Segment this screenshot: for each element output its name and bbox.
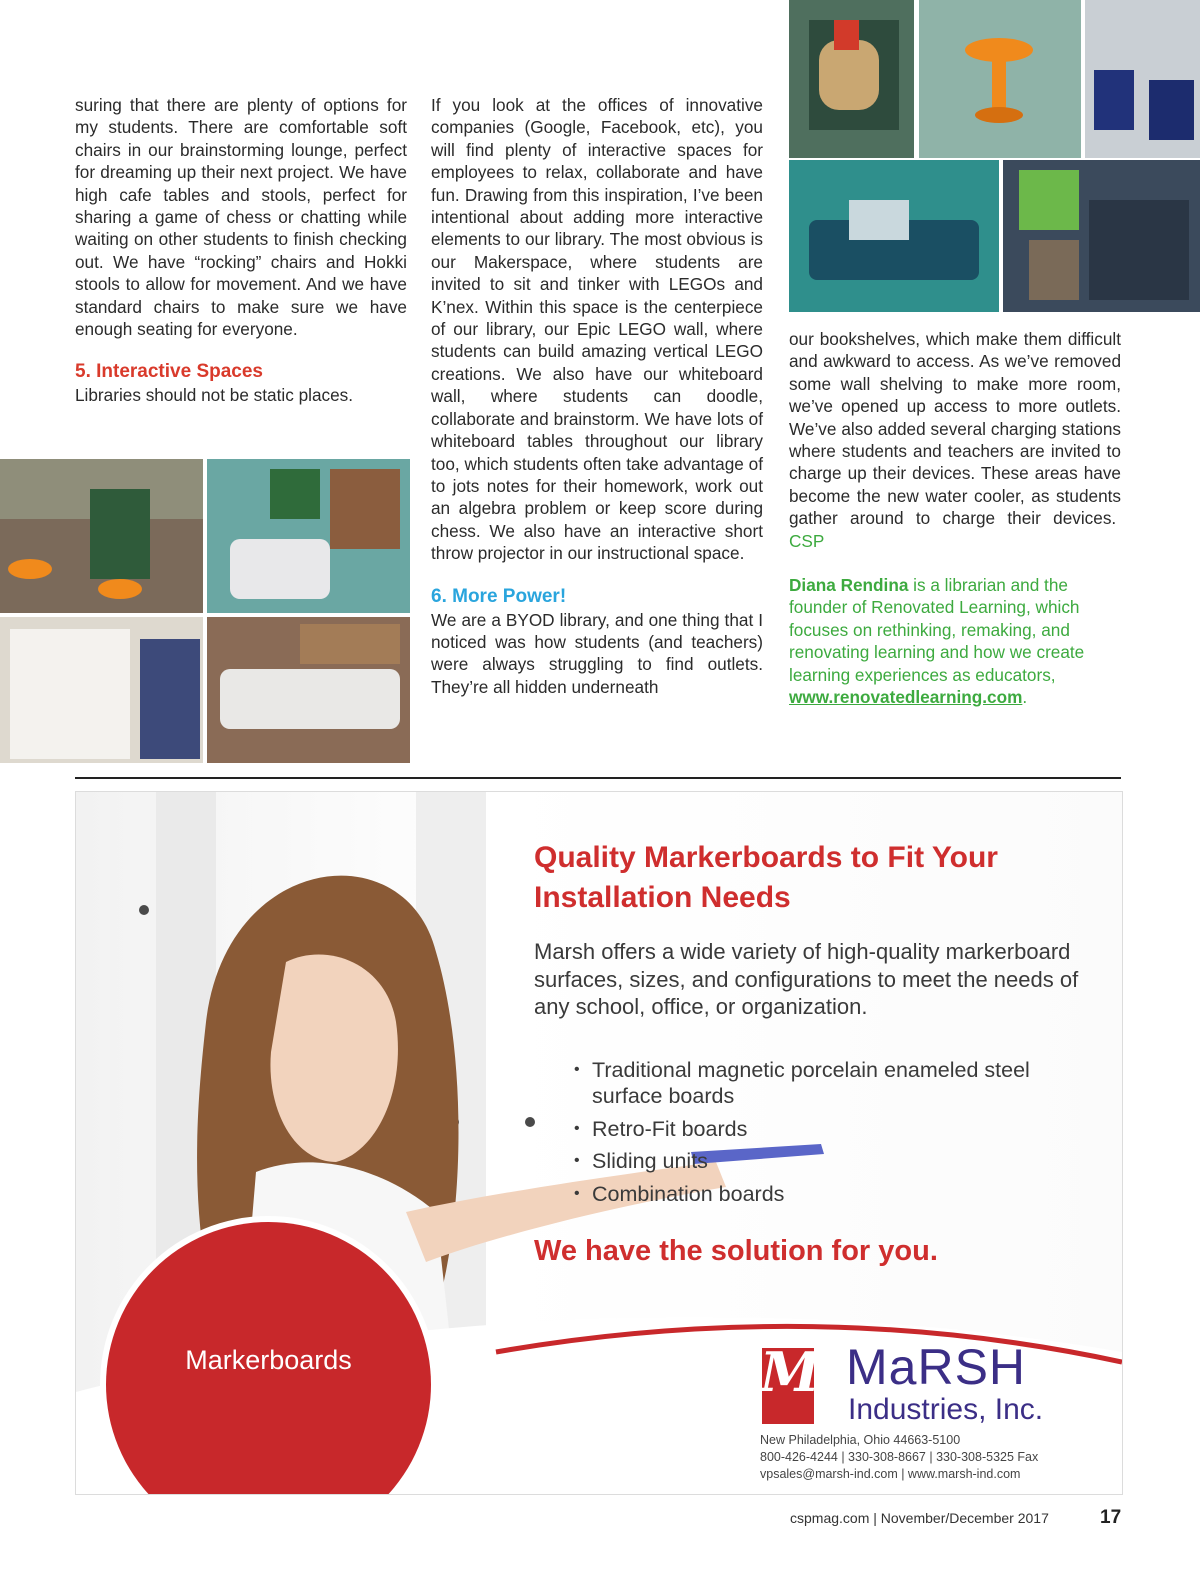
ad-feature-item: • Retro-Fit boards (574, 1116, 1094, 1142)
marsh-logo-letter: M (760, 1340, 820, 1404)
column-3-paragraph-1 (789, 328, 1121, 552)
collage-rocking-chairs-image (789, 0, 1200, 312)
ad-title-line-1: Quality Markerboards to Fit Your (534, 841, 998, 874)
column-1-paragraph-2: Libraries should not be static places. (75, 385, 354, 406)
collage-students-tables-image (0, 459, 410, 763)
end-mark-csp: CSP (789, 530, 825, 551)
ad-solution-tagline: We have the solution for you. (534, 1235, 938, 1267)
ad-feature-item: • Combination boards (574, 1181, 1094, 1207)
page-number: 17 (1100, 1507, 1122, 1528)
column-3-text: our bookshelves, which make them difficult and awkward to access. As we’ve removed some wall shelving to make more room, we’ve opened up access to more outlets. We’ve also added several charging stations where students and teachers are invited to charge up their devices. These areas have become the new water cooler, as students gather around to charge their devices. (789, 329, 1121, 529)
column-2-paragraph-2: We are a BYOD library, and one thing that I noticed was how students (and teachers) were always struggling to find outlets. They’re all hidden underneath (431, 609, 763, 697)
marsh-phones: 800-426-4244 | 330-308-8667 | 330-308-5325 Fax (760, 1450, 1039, 1464)
marsh-contact-info (760, 1432, 1038, 1483)
ad-feature-list (574, 1057, 1094, 1213)
author-bio-text: is a librarian and the founder of Renovated Learning, which focuses on rethinking, remaking, and renovating learning and how we create learning experiences as educators, (789, 575, 1085, 685)
ad-body-text: Marsh offers a wide variety of high-quality markerboard surfaces, sizes, and configurations to meet the needs of any school, office, or organization. (534, 939, 1079, 1019)
marsh-address: New Philadelphia, Ohio 44663-5100 (760, 1433, 961, 1447)
author-bio-end: . (1022, 687, 1028, 708)
markerboards-badge-label: Markerboards (185, 1345, 352, 1375)
article-column-3 (789, 328, 1121, 552)
article-column-1 (75, 94, 407, 407)
author-website-link[interactable]: www.renovatedlearning.com (789, 687, 1023, 708)
photo-collage-bottom-left (0, 459, 410, 763)
author-bio (789, 574, 1124, 708)
section-divider (75, 777, 1121, 779)
photo-collage-top-right (789, 0, 1200, 312)
heading-more-power: 6. More Power! (431, 585, 567, 607)
ad-feature-item: • Sliding units (574, 1148, 1094, 1174)
ad-feature-item: • Traditional magnetic porcelain enameled steel surface boards (574, 1057, 1094, 1109)
column-1-paragraph-1: suring that there are plenty of options for my students. There are comfortable soft chairs in our brainstorming lounge, perfect for dreaming up their next project. We have high cafe tables and stools, perfect for sharing a game of chess or chatting while waiting on other students to finish checking out. We have “rocking” chairs and Hokki stools to allow for movement. And we have standard chairs to make sure we have enough seating for everyone. (75, 95, 407, 340)
ad-title-line-2: Installation Needs (534, 881, 791, 914)
article-column-2 (431, 94, 763, 698)
marsh-advertisement (75, 791, 1123, 1495)
marsh-logo-subtitle: Industries, Inc. (848, 1393, 1044, 1426)
ad-title (534, 838, 1094, 918)
page-footer: cspmag.com | November/December 2017 (790, 1510, 1049, 1526)
marsh-logo-name: MaRSH (846, 1339, 1027, 1395)
marsh-web: vpsales@marsh-ind.com | www.marsh-ind.com (760, 1467, 1021, 1481)
heading-interactive-spaces: 5. Interactive Spaces (75, 361, 263, 383)
author-name: Diana Rendina (789, 575, 909, 595)
column-2-paragraph-1: If you look at the offices of innovative companies (Google, Facebook, etc), you will find plenty of interactive spaces for employees to relax, collaborate and have fun. Drawing from this inspiration, I’ve been intentional about adding more interactive elements to our library. The most obvious is our Makerspace, where students are invited to sit and tinker with LEGOs and K’nex. Within this space is the centerpiece of our library, our Epic LEGO wall, where students can build amazing vertical LEGO creations. We also have our whiteboard wall, where students can doodle, collaborate and brainstorm. We have lots of whiteboard tables throughout our library too, which students often take advantage of to jots notes for their homework, work out an algebra problem or keep score during chess. We also have an interactive short throw projector in our instructional space. (431, 95, 763, 564)
